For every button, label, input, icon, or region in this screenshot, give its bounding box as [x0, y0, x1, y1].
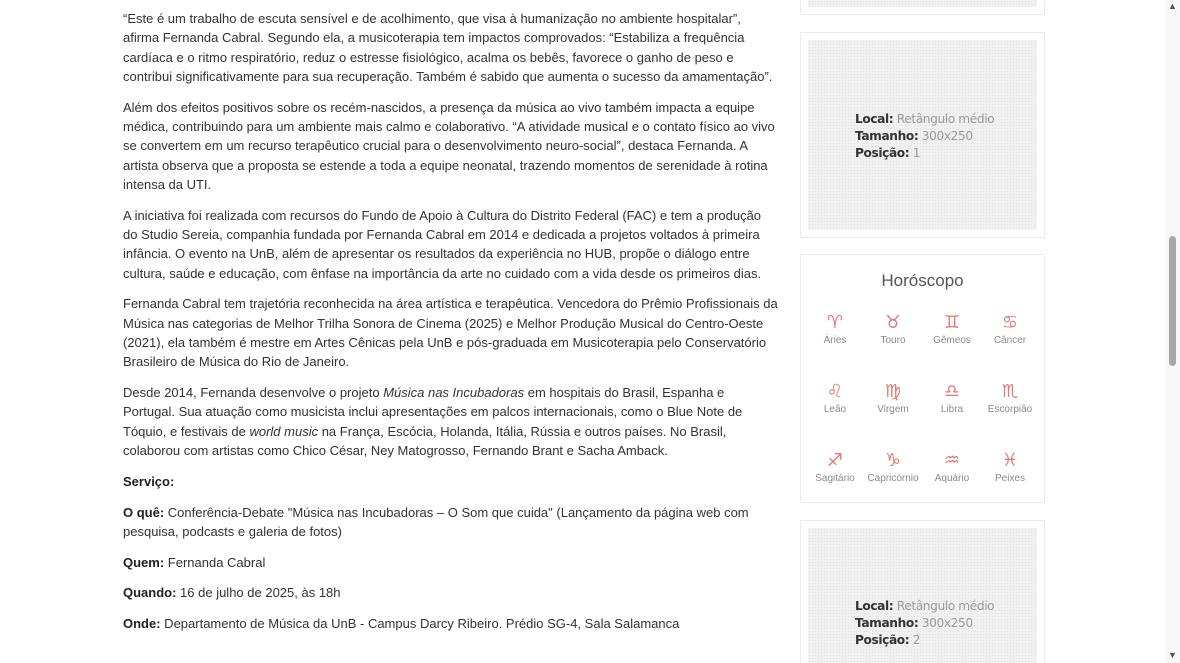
- article-paragraph-3: A iniciativa foi realizada com recursos do Fundo de Apoio à Cultura do Distrito Federal (FAC) e tem a produção do Studio Sereia, companhia fundada por Fernanda Cabral em 2014 e dedicada a projetos voltados à primeira infância. O evento na UnB, além de apresentar os resultados da experiência no HUB, propõe o diálogo entre cultura, saúde e educação, com ênfase na importância da arte no cuidado com a vida desde os primeiros dias.: [123, 207, 762, 281]
- sagittarius-icon: ♐: [826, 450, 844, 471]
- horoscope-sign-label: Virgem: [877, 404, 909, 415]
- ad-local-label: Local:: [855, 112, 894, 126]
- leo-icon: ♌: [826, 381, 844, 402]
- ad-local-label: Local:: [855, 599, 894, 613]
- horoscope-sign-label: Peixes: [994, 473, 1025, 484]
- service-what-label: O quê:: [123, 504, 165, 520]
- gemini-icon: ♊: [943, 312, 961, 333]
- service-who-label: Quem:: [123, 554, 165, 570]
- horoscope-sign-sagittarius[interactable]: [806, 451, 864, 484]
- horoscope-sign-label: Áries: [823, 335, 847, 346]
- horoscope-sign-label: Escorpião: [987, 404, 1033, 415]
- ad-position: [855, 145, 994, 162]
- article-paragraph-4: Fernanda Cabral tem trajetória reconhecida na área artística e terapêutica. Vencedora do Prêmio Profissionais da Música nas categorias de Melhor Trilha Sonora de Cinema (2025) e Melhor Produção Musical do Centro-Oeste (2021), ela também é mestre em Artes Cênicas pela UnB e pós-graduada em Musicoterapia pelo Conservatório Brasileiro de Música do Rio de Janeiro.: [123, 296, 778, 370]
- ad-position: [855, 632, 994, 649]
- ad-position-label: Posição:: [855, 145, 910, 160]
- ad-info: [855, 111, 994, 161]
- horoscope-sign-cancer[interactable]: [981, 313, 1039, 346]
- cancer-icon: ♋: [1001, 312, 1019, 333]
- project-name: Música nas Incubadoras: [383, 385, 525, 401]
- capricorn-icon: ♑: [884, 450, 902, 471]
- world-music-term: world music: [249, 423, 319, 439]
- horoscope-sign-label: Touro: [880, 335, 906, 346]
- ad-size-label: Tamanho:: [855, 128, 919, 143]
- ad-box-1[interactable]: [800, 32, 1045, 238]
- horoscope-sign-label: Leão: [823, 404, 847, 415]
- ad-size-label: Tamanho:: [855, 615, 919, 630]
- horoscope-sign-label: Câncer: [993, 335, 1027, 346]
- libra-icon: ♎: [943, 381, 961, 402]
- horoscope-sign-label: Libra: [940, 404, 964, 415]
- horoscope-sign-leo[interactable]: [806, 382, 864, 415]
- horoscope-sign-gemini[interactable]: [923, 313, 981, 346]
- horoscope-sign-aries[interactable]: [806, 313, 864, 346]
- article-paragraph-5: [123, 383, 779, 460]
- p5-text-b: em hospitais do Brasil, Espanha e Portugal. Sua atuação como musicista inclui apresentações em palcos internacionais, como o Blue Note de Tóquio, e festivais de: [123, 385, 743, 439]
- p5-text-a: Desde 2014, Fernanda desenvolve o projeto: [123, 385, 384, 401]
- p5-text-c: na França, Escócia, Holanda, Itália, Rússia e outros países. No Brasil, colaborou com artistas como Chico César, Ney Matogrosso, Fernando Brant e Sacha Amback.: [123, 423, 727, 458]
- ad-info: [855, 598, 994, 648]
- ad-size-value: 300x250: [918, 615, 973, 630]
- ad-local: [855, 598, 994, 615]
- scrollbar-thumb[interactable]: [1169, 236, 1176, 366]
- horoscope-sign-label: Capricórnio: [867, 473, 919, 484]
- ad-position-value: 2: [909, 632, 921, 647]
- horoscope-sign-label: Sagitário: [815, 473, 855, 484]
- service-who-value: Fernanda Cabral: [164, 554, 266, 570]
- service-heading: [123, 472, 779, 491]
- service-where: [123, 614, 779, 633]
- horoscope-sign-label: Gêmeos: [933, 335, 971, 346]
- horoscope-sign-label: Aquário: [934, 473, 970, 484]
- service-when-value: 16 de julho de 2025, às 18h: [176, 585, 341, 601]
- ad-position-value: 1: [909, 145, 921, 160]
- taurus-icon: ♉: [884, 312, 902, 333]
- ad-box-2[interactable]: [800, 520, 1045, 663]
- ad-size: [855, 615, 994, 632]
- horoscope-sign-taurus[interactable]: [864, 313, 922, 346]
- horoscope-sign-virgo[interactable]: [864, 382, 922, 415]
- ad-size-value: 300x250: [918, 128, 973, 143]
- virgo-icon: ♍: [884, 381, 902, 402]
- scroll-up-arrow-icon[interactable]: ▲: [1168, 1, 1177, 11]
- service-when-label: Quando:: [123, 585, 177, 601]
- service-who: [123, 553, 779, 572]
- horoscope-widget: [800, 254, 1045, 503]
- horoscope-sign-aquarius[interactable]: [923, 451, 981, 484]
- horoscope-sign-scorpio[interactable]: [981, 382, 1039, 415]
- service-what: [123, 503, 779, 542]
- service-what-value: Conferência-Debate "Música nas Incubadoras – O Som que cuida" (Lançamento da página web com pesquisa, podcasts e galeria de fotos): [123, 504, 749, 539]
- scroll-down-arrow-icon[interactable]: ▼: [1168, 650, 1177, 660]
- aries-icon: ♈: [826, 312, 844, 333]
- ad-local: [855, 111, 994, 128]
- service-heading-label: Serviço:: [123, 473, 175, 489]
- pisces-icon: ♓: [1001, 450, 1019, 471]
- ad-size: [855, 128, 994, 145]
- scorpio-icon: ♏: [1001, 381, 1019, 402]
- article-paragraph-1: “Este é um trabalho de escuta sensível e de acolhimento, que visa à humanização no ambiente hospitalar”, afirma Fernanda Cabral. Segundo ela, a musicoterapia tem impactos comprovados: “Estabiliza a frequência cardíaca e o ritmo respiratório, reduz o estresse fisiológico, acalma os bebês, favorece o ganho de peso e contribui significativamente para sua recuperação. Também é sabido que aumenta o sucesso da amamentação”.: [123, 11, 773, 84]
- service-when: [123, 583, 779, 602]
- article-body: [123, 9, 779, 645]
- page-scrollbar[interactable]: [1165, 0, 1180, 663]
- ad-local-value: Retângulo médio: [893, 112, 995, 126]
- horoscope-title: Horóscopo: [881, 271, 964, 290]
- ad-placeholder-area: [808, 0, 1037, 7]
- horoscope-sign-libra[interactable]: [923, 382, 981, 415]
- horoscope-sign-pisces[interactable]: [981, 451, 1039, 484]
- ad-position-label: Posição:: [855, 632, 910, 647]
- horoscope-sign-capricorn[interactable]: [864, 451, 922, 484]
- ad-box-top-partial: [800, 0, 1045, 15]
- service-where-label: Onde:: [123, 616, 161, 632]
- ad-local-value: Retângulo médio: [893, 599, 995, 613]
- article-paragraph-2: Além dos efeitos positivos sobre os recém-nascidos, a presença da música ao vivo também impacta a equipe médica, contribuindo para um ambiente mais calmo e colaborativo. “A atividade musical e o contato físico ao vivo se convertem em um recurso terapêutico crucial para o desenvolvimento neuro-social”, destaca Fernanda. A artista observa que a proposta se estende a toda a equipe neonatal, trazendo momentos de serenidade à rotina intensa da UTI.: [123, 99, 775, 192]
- aquarius-icon: ♒: [943, 450, 961, 471]
- service-where-value: Departamento de Música da UnB - Campus Darcy Ribeiro. Prédio SG-4, Sala Salamanca: [160, 616, 680, 632]
